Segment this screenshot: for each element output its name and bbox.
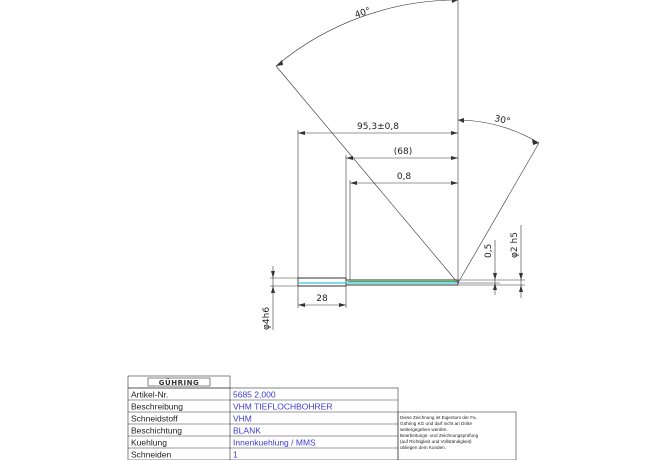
angle-leg-40: [276, 66, 458, 283]
row-value-beschreibung: VHM TIEFLOCHBOHRER: [233, 401, 333, 412]
copyright-line-4: Bearbeitungs- und Zeichnungsprüfung: [400, 433, 479, 438]
label-radius-tip: 0,5: [484, 243, 494, 258]
row-key-beschichtung: Beschichtung: [131, 425, 183, 436]
arrow-dia-shank-bottom: [519, 285, 523, 292]
title-block: [128, 376, 516, 460]
row-key-beschreibung: Beschreibung: [131, 401, 183, 412]
arrow-total-left: [298, 131, 305, 135]
copyright-line-5: (auf Richtigkeit und Vollständigkeit): [400, 439, 472, 444]
arrow-tip-left: [350, 181, 357, 185]
label-length-shank: 28: [316, 294, 328, 304]
arrow-radius-bottom: [493, 283, 497, 290]
row-value-schneidstoff: VHM: [233, 413, 252, 424]
label-length-ref: (68): [393, 147, 413, 157]
copyright-line-6: obliegen dem Kunden.: [400, 445, 446, 450]
row-key-schneiden: Schneiden: [131, 449, 172, 460]
copyright-line-3: weitergegeben werden.: [400, 427, 448, 432]
arrow-ref-right: [451, 156, 458, 160]
tool-geometry: [270, 278, 525, 286]
arrow-dia-body-bottom: [271, 286, 275, 293]
label-angle-40: 40°: [353, 6, 373, 21]
angle-construction: [276, 0, 539, 283]
copyright-line-2: Gühring KG und darf nicht an Dritte: [400, 421, 473, 426]
row-value-schneiden: 1: [233, 449, 238, 460]
row-key-schneidstoff: Schneidstoff: [131, 413, 178, 424]
arrow-40-left: [276, 60, 283, 66]
arrow-total-right: [451, 131, 458, 135]
arrow-dia-shank-top: [519, 273, 523, 280]
label-angle-30: 30°: [493, 114, 512, 128]
label-dia-body: φ4h6: [262, 306, 272, 330]
row-value-beschichtung: BLANK: [233, 425, 261, 436]
dimension-lines: [271, 130, 523, 330]
arrow-28-left: [298, 303, 305, 307]
angle-leg-30: [458, 143, 539, 283]
copyright-line-1: Diese Zeichnung ist Eigentum der Fa.: [400, 415, 477, 420]
arrow-radius-top: [493, 273, 497, 280]
row-key-artikel: Artikel-Nr.: [131, 389, 169, 400]
arrow-40-right: [452, 0, 458, 3]
company-logo-text: GÜHRING: [158, 379, 200, 387]
arrow-30-right: [532, 139, 539, 145]
row-value-artikel: 5685 2,000: [233, 389, 276, 400]
arrow-ref-left: [346, 156, 353, 160]
label-dia-shank: φ2 h5: [510, 232, 520, 258]
arrow-dia-body-top: [271, 271, 275, 278]
arrow-30-left: [458, 118, 464, 123]
row-key-kuehlung: Kuehlung: [131, 437, 167, 448]
row-value-kuehlung: Innenkuehlung / MMS: [233, 437, 316, 448]
arrow-tip-right: [451, 181, 458, 185]
label-length-tip: 0,8: [396, 172, 412, 182]
label-length-total: 95,3±0,8: [357, 122, 399, 132]
arrow-28-right: [339, 303, 346, 307]
